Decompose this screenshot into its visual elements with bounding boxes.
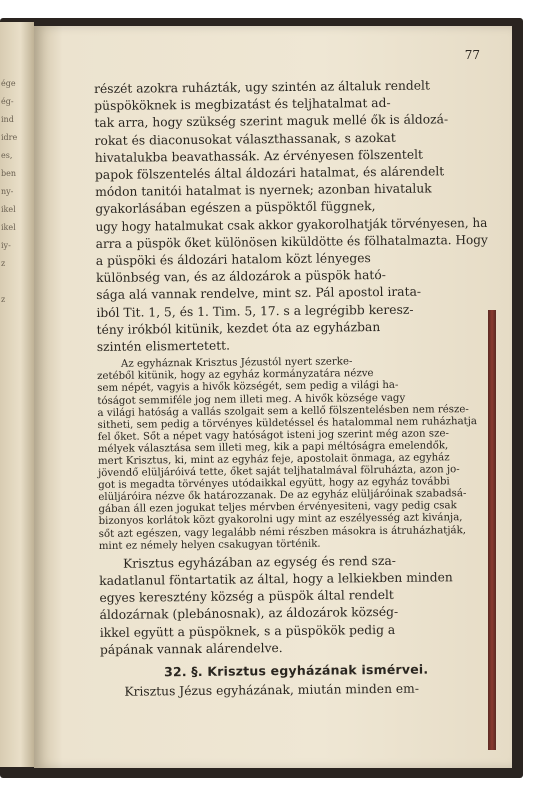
margin-fragment: iy- — [1, 241, 11, 250]
text-line: tak arra, hogy szükség szerint maguk mellé ők is áldozá- — [94, 112, 449, 131]
text-line: gában áll ezen jogukat teljes mérvben érvényesiteni, vagy pedig csak — [98, 500, 457, 516]
text-line: Krisztus Jézus egyházának, miután minden em- — [124, 681, 420, 699]
text-line: sem népét, vagyis a hivők községét, sem pedig a világi ha- — [97, 380, 399, 395]
text-line: pápának vannak alárendelve. — [99, 640, 283, 657]
margin-fragment: z — [1, 295, 6, 304]
text-line: mélyek választása sem illeti meg, kik a papi méltóságra emelendők, — [97, 440, 449, 455]
text-line: rokat és diaconusokat választhassanak, s azokat — [94, 130, 396, 148]
main-paragraph — [94, 77, 489, 356]
text-line: püspököknek is megbizatást és teljhatalmat ad- — [94, 96, 391, 114]
text-line: áldozárnak (plebánosnak), az áldozárok község- — [99, 605, 399, 623]
page-number: 77 — [464, 48, 480, 62]
text-line: sitheti, sem pedig a törvényes küldetéssel és hatalommal nem ruházhatja — [97, 415, 478, 431]
text-line: kadatlanul föntartatik az által, hogy a lelkiekben minden — [99, 570, 453, 588]
text-line: sőt azt egészen, vagy legalább némi részben másokra is átruházhatják, — [98, 524, 467, 540]
text-line: egyes keresztény község a püspök által rendelt — [99, 588, 394, 606]
text-line: gyakorlásában egészen a püspöktől függnek, — [95, 199, 376, 217]
text-line: módon tanitói hatalmat is nyernek; azonban hivataluk — [95, 181, 432, 200]
text-line: zetéből kitünik, hogy az egyház kormányzatára nézve — [97, 368, 374, 383]
margin-fragment: idre — [1, 133, 18, 142]
text-line: Az egyháznak Krisztus Jézustól nyert szerke- — [120, 356, 353, 370]
text-line: arra a püspök őket különösen kiküldötte és fölhatalmazta. Hogy — [95, 232, 488, 251]
text-line: sága alá vannak rendelve, mint sz. Pál apostol irata- — [96, 285, 422, 303]
text-line: részét azokra ruházták, ugy szintén az általuk rendelt — [94, 78, 430, 96]
text-line: mint ez némely helyen csakugyan történik. — [98, 538, 321, 552]
left-page-edge — [0, 22, 34, 767]
margin-fragment: ind — [1, 115, 14, 124]
text-line: elüljáróira nézve ők határozzanak. De az egyház elüljáróinak szabadsá- — [98, 488, 467, 504]
text-line: iból Tit. 1, 5, és 1. Tim. 5, 17. s a legrégibb keresz- — [96, 302, 414, 320]
text-line: Krisztus egyházában az egység és rend sza- — [122, 553, 396, 571]
margin-fragment: ég- — [1, 97, 14, 106]
text-line: ugy hogy hatalmukat csak akkor gyakorolhatják törvényesen, ha — [95, 215, 488, 234]
margin-fragment: ége — [1, 79, 16, 88]
second-paragraph — [99, 552, 492, 659]
text-line: mert Krisztus, ki, mint az egyház feje, apostolait önmaga, az egyház — [97, 452, 450, 467]
text-line: a világi hatóság a vallás szolgait sem a kellő fölszentelésben nem része- — [97, 403, 469, 419]
text-line: fel őket. Sőt a népet vagy hatóságot isteni jog szerint még azon sze- — [97, 428, 449, 443]
text-line: a püspöki és áldozári hatalom közt lényeges — [95, 251, 371, 269]
text-line: szintén elismertetett. — [96, 338, 231, 355]
text-line: jövendő elüljáróivá tette, őket saját teljhatalmával fölruházta, azon jo- — [98, 464, 460, 480]
bookmark-ribbon — [488, 310, 496, 750]
margin-fragment: ben — [1, 169, 17, 178]
text-line: bizonyos korlátok közt gyakorolni ugy mint az eszélyesség azt kivánja, — [98, 512, 463, 528]
text-line: tóságot semmiféle jog nem illeti meg. A hivők községe vagy — [97, 392, 406, 407]
text-line: got is megadta törvényes utódaikkal együtt, hogy az egyház további — [98, 476, 450, 492]
text-line: hivatalukba beavathassák. Az érvényesen fölszentelt — [94, 147, 424, 165]
note-paragraph — [97, 355, 491, 553]
text-block — [94, 77, 492, 701]
margin-fragment: z — [1, 259, 6, 268]
section-heading: 32. §. Krisztus egyházának ismérvei. — [163, 661, 429, 680]
text-line: tény irókból kitünik, kezdet óta az egyházban — [96, 319, 381, 337]
last-line — [100, 680, 492, 701]
text-line: ikkel együtt a püspöknek, s a püspökök pedig a — [99, 622, 396, 640]
margin-fragment: es, — [1, 151, 13, 160]
margin-fragment: ny- — [1, 187, 14, 196]
margin-fragment: ikel — [1, 205, 16, 214]
text-line: különbség van, és az áldozárok a püspök ható- — [95, 268, 386, 286]
book-page — [34, 26, 512, 768]
margin-fragment: ikel — [1, 223, 16, 232]
text-line: papok fölszentelés által áldozári hatalmat, és alárendelt — [94, 164, 445, 183]
